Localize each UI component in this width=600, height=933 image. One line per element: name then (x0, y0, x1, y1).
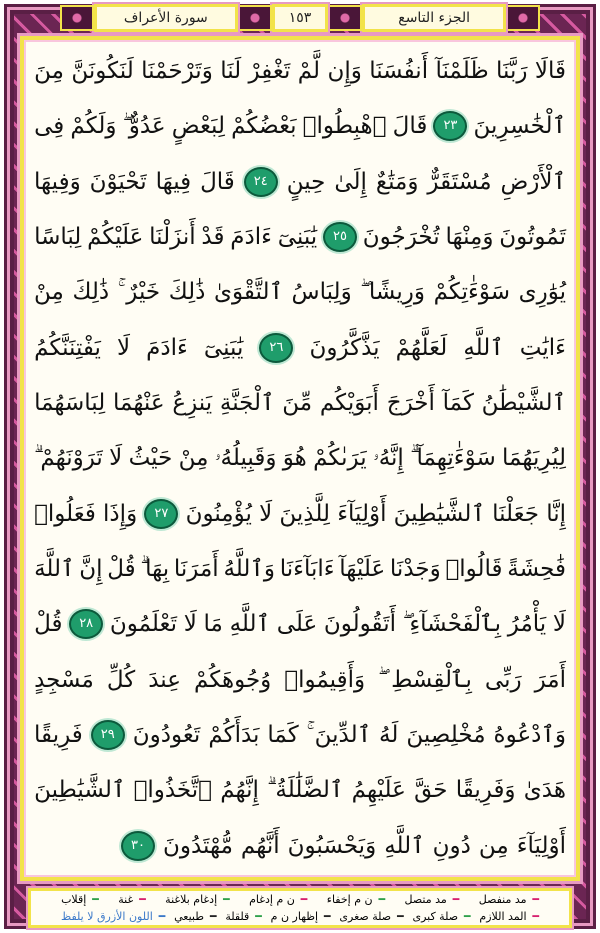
legend-color-swatch: ━ (448, 893, 460, 906)
legend-label: مد منفصل (478, 893, 527, 906)
word: ٱلْجَنَّةِ (219, 390, 275, 417)
word: كُلِّ (106, 666, 136, 693)
word: ٱتَّخَذُوا۟ (133, 777, 212, 804)
legend-label: إظهار ن م (270, 910, 319, 923)
word: عَدُوٌّ (128, 113, 166, 140)
word: وَٱدْعُوهُ (493, 722, 566, 749)
text-line (34, 155, 566, 209)
legend-item (118, 893, 145, 906)
word: لَا (259, 500, 273, 527)
word: مَا (203, 611, 223, 638)
word: ٱللَّهِ (463, 334, 504, 361)
ornament-icon (60, 5, 94, 31)
word: عَلَيْكُمْ (87, 224, 144, 251)
word: فَعَلُوا۟ (34, 500, 96, 527)
word: ءَايَٰتِ (519, 334, 566, 361)
surah-name: سورة الأعراف (94, 4, 238, 32)
quran-text-area (20, 36, 580, 881)
text-line (34, 487, 566, 541)
word: بَعْضُكُمْ (231, 113, 297, 140)
word: ذَٰلِكَ (168, 279, 206, 306)
legend-color-swatch: ━ (528, 910, 539, 923)
word: لَا (117, 334, 131, 361)
word: مُخْلِصِينَ (406, 722, 486, 749)
ornament-icon (238, 5, 272, 31)
word: يَٰبَنِىٓ (277, 224, 318, 251)
word: لَنَكُونَنَّ (71, 58, 134, 84)
word: أَوْلِيَآءَ (337, 500, 387, 527)
word: ٱلشَّيَٰطِينَ (393, 500, 485, 527)
legend-color-swatch: ━ (88, 893, 99, 906)
word: قُلْ (34, 611, 63, 638)
word: عَلَيْهِمُ (351, 777, 406, 804)
text-line (34, 763, 566, 817)
word: ءَادَمَ (230, 224, 272, 251)
word: يَنزِعُ (172, 390, 213, 417)
legend-label: طبيعي (174, 910, 204, 923)
legend-item (225, 910, 261, 923)
text-line (34, 653, 566, 707)
word: فِى (34, 113, 65, 140)
word: فَرِيقًا (34, 722, 83, 749)
legend-label: قلقلة (225, 910, 250, 923)
word: أَنزَلْنَا (149, 224, 196, 251)
legend-label: ن م إدغام (249, 893, 295, 906)
legend-label: صلة صغرى (339, 910, 392, 923)
word: إِنَّا (546, 500, 566, 527)
word: فِيهَا (155, 168, 192, 195)
text-line (34, 708, 566, 762)
word: لِيُرِيَهُمَا (502, 445, 566, 472)
page-header (0, 0, 600, 36)
word: لَهُ (379, 722, 399, 749)
legend-color-swatch: ━ (296, 893, 308, 906)
word: وَتَرْحَمْنَا (141, 58, 213, 84)
word: حِينٍ (286, 168, 326, 195)
text-line (34, 819, 566, 873)
word: عَنْهُمَا (113, 390, 165, 417)
legend-color-swatch: ━ (154, 910, 166, 923)
word: أَوْلِيَآءَ (516, 832, 566, 859)
word: مُّهْتَدُونَ (162, 832, 233, 859)
word: لَنَا (220, 58, 242, 84)
word: رَبَّنَا (496, 58, 528, 84)
word: أَمَرَنَا (173, 556, 219, 583)
text-lines (34, 44, 566, 873)
legend-label: إدغام بلاغنة (165, 893, 218, 906)
word: وَمَتَٰعٌ (375, 168, 419, 195)
word: إِنَّ (79, 556, 103, 583)
word: يَفْتِنَنَّكُمُ (34, 334, 101, 361)
word: يَذَّكَّرُونَ (309, 334, 380, 361)
ayah-number-marker: ٢٩ (91, 720, 125, 750)
word: وَقَبِيلُهُۥ (214, 445, 277, 472)
word: لَا (552, 611, 566, 638)
word: تَعْلَمُونَ (109, 611, 178, 638)
word: إِنَّهُۥ (372, 445, 404, 472)
legend-item (61, 910, 165, 923)
word: خَيْرٌ (126, 279, 161, 306)
word: يَرَىٰكُمْ (313, 445, 367, 472)
word: سَوْءَٰتِكُمْ (433, 279, 510, 306)
ayah-number-marker: ٣٠ (121, 831, 155, 861)
word: تَرَوْنَهُمْ (40, 445, 103, 472)
word: وَإِن (327, 58, 362, 84)
word: مِن (478, 832, 509, 859)
word: ٱلشَّيْطَٰنُ (481, 390, 566, 417)
word: ٱلشَّيَٰطِينَ (34, 777, 126, 804)
word: رَبِّى (484, 666, 522, 693)
legend-color-swatch: ━ (205, 910, 217, 923)
ayah-number-marker: ٢٤ (244, 167, 278, 197)
legend-item (479, 893, 539, 906)
word: قَالَا (534, 58, 566, 84)
word: يَٰبَنِىٓ (203, 334, 244, 361)
legend-label: اللون الأزرق لا يلفظ (61, 910, 153, 923)
word: ٱلدِّينَ (314, 722, 372, 749)
word: وَمِنْهَا (445, 224, 494, 251)
legend-row-1 (61, 893, 539, 906)
word: تَعُودُونَ (132, 722, 201, 749)
word: وُجُوهَكُمْ (193, 666, 272, 693)
word: عِندَ (148, 666, 181, 693)
legend-item (61, 893, 99, 906)
word: ٱللَّهِ (384, 832, 425, 859)
word: سَوْءَٰتِهِمَآ (416, 445, 496, 472)
word: ٱلْأَرْضِ (500, 168, 566, 195)
text-line (34, 99, 566, 153)
word: تُخْرَجُونَ (362, 224, 440, 251)
word: بَدَأَكُمْ (208, 722, 260, 749)
word: أَتَقُولُونَ (323, 611, 396, 638)
text-line (34, 210, 566, 264)
legend-item (327, 893, 385, 906)
word: كَمَآ (442, 390, 474, 417)
word: أَنَّهُم (240, 832, 280, 859)
word: ءَادَمَ (146, 334, 188, 361)
word: لَعَلَّهُمْ (395, 334, 448, 361)
word: ظَلَمْنَآ (435, 58, 489, 84)
word: هَدَىٰ (523, 777, 566, 804)
word: تَغْفِرْ (248, 58, 291, 84)
word: ٱلْخَٰسِرِينَ (473, 113, 566, 140)
legend-item (339, 910, 403, 923)
legend-label: صلة كبرى (412, 910, 459, 923)
word: لَا (183, 611, 197, 638)
word: بِٱلْفَحْشَآءِ (409, 611, 502, 638)
word: ءَابَآءَنَا (279, 556, 335, 583)
legend-label: ن م إخفاء (326, 893, 373, 906)
text-line (34, 597, 566, 651)
word: حَيْثُ (128, 445, 173, 472)
text-line (34, 431, 566, 485)
word: لِبَاسًا (34, 224, 82, 251)
ayah-number-marker: ٢٥ (323, 222, 357, 252)
word: مِنَ (34, 58, 64, 84)
word: مِنْ (178, 445, 209, 472)
ayah-number-marker: ٢٣ (433, 111, 467, 141)
word: تَمُوتُونَ (499, 224, 566, 251)
word: لَا (109, 445, 123, 472)
word: لِلَّذِينَ (279, 500, 330, 527)
legend-color-swatch: ━ (135, 893, 146, 906)
word: لِبَعْضٍ (171, 113, 225, 140)
ayah-number-marker: ٢٨ (69, 609, 103, 639)
ornament-icon (328, 5, 362, 31)
word: إِنَّهُمُ (220, 777, 259, 804)
legend-label: المد اللازم (479, 910, 527, 923)
legend-label: مد متصل (404, 893, 447, 906)
legend-row-2 (61, 910, 539, 923)
word: ٱللَّهِ (229, 611, 270, 638)
legend-color-swatch: ━ (219, 893, 230, 906)
word: دُونِ (432, 832, 471, 859)
tajweed-legend (28, 888, 572, 928)
text-line (34, 265, 566, 319)
legend-item (174, 910, 216, 923)
word: مُسْتَقَرٌّ (427, 168, 492, 195)
legend-label: إقلاب (61, 893, 87, 906)
word: لِبَاسَهُمَا (34, 390, 106, 417)
word: أَمَرَ (534, 666, 566, 693)
word: هُوَ (282, 445, 307, 472)
legend-item (249, 893, 307, 906)
legend-item (412, 910, 470, 923)
word: يَأْمُرُ (507, 611, 547, 638)
word: وَيَحْسَبُونَ (287, 832, 377, 859)
word: قَدْ (201, 224, 225, 251)
word: يُؤْمِنُونَ (185, 500, 252, 527)
word: قَالَ (392, 113, 428, 140)
legend-item (271, 910, 331, 923)
legend-color-swatch: ━ (320, 910, 331, 923)
word: وَأَقِيمُوا۟ (284, 666, 366, 693)
word: وَٱللَّهُ (223, 556, 275, 583)
juz-label: الجزء التاسع (362, 4, 506, 32)
word: أَخْرَجَ (386, 390, 435, 417)
page-number: ١٥٣ (272, 4, 329, 32)
word: وَجَدْنَا (389, 556, 441, 583)
word: وَلَكُمْ (70, 113, 117, 140)
word: أَنفُسَنَا (369, 58, 429, 84)
ayah-number-marker: ٢٧ (144, 499, 178, 529)
text-line (34, 376, 566, 430)
legend-color-swatch: ━ (528, 893, 539, 906)
legend-color-swatch: ━ (460, 910, 471, 923)
legend-color-swatch: ━ (393, 910, 404, 923)
text-line (34, 321, 566, 375)
word: وَرِيشًا (368, 279, 426, 306)
word: حَقَّ (414, 777, 448, 804)
legend-color-swatch: ━ (251, 910, 262, 923)
word: ٱلتَّقْوَىٰ (213, 279, 283, 306)
legend-color-swatch: ━ (374, 893, 386, 906)
word: وَلِبَاسُ (291, 279, 352, 306)
ornament-icon (506, 5, 540, 31)
word: إِلَىٰ (334, 168, 367, 195)
word: ذَٰلِكَ (72, 279, 110, 306)
word: قُلْ (107, 556, 136, 583)
word: ٱللَّهَ (34, 556, 75, 583)
legend-item (479, 910, 539, 923)
word: يُوَٰرِى (518, 279, 566, 306)
text-line (34, 542, 566, 596)
word: مِّنَ (282, 390, 313, 417)
word: مَسْجِدٍ (34, 666, 94, 693)
word: أَبَوَيْكُم (319, 390, 379, 417)
word: جَعَلْنَا (492, 500, 539, 527)
word: بِٱلْقِسْطِ (391, 666, 472, 693)
word: تَحْيَوْنَ (89, 168, 147, 195)
word: قَالُوا۟ (445, 556, 503, 583)
word: وَفِيهَا (34, 168, 81, 195)
word: مِنْ (34, 279, 64, 306)
word: عَلَى (276, 611, 318, 638)
word: عَلَيْهَآ (339, 556, 386, 583)
legend-item (165, 893, 229, 906)
word: كَمَا (267, 722, 299, 749)
word: ٱهْبِطُوا۟ (302, 113, 387, 140)
word: وَفَرِيقًا (455, 777, 516, 804)
text-line (34, 44, 566, 98)
word: قَالَ (200, 168, 235, 195)
ayah-number-marker: ٢٦ (259, 333, 293, 363)
legend-item (405, 893, 460, 906)
word: ٱلضَّلَٰلَةُ (275, 777, 344, 804)
word: لَّمْ (297, 58, 321, 84)
legend-label: غنة (118, 893, 134, 906)
word: بِهَا (145, 556, 170, 583)
word: فَٰحِشَةً (507, 556, 566, 583)
word: وَإِذَا (103, 500, 138, 527)
